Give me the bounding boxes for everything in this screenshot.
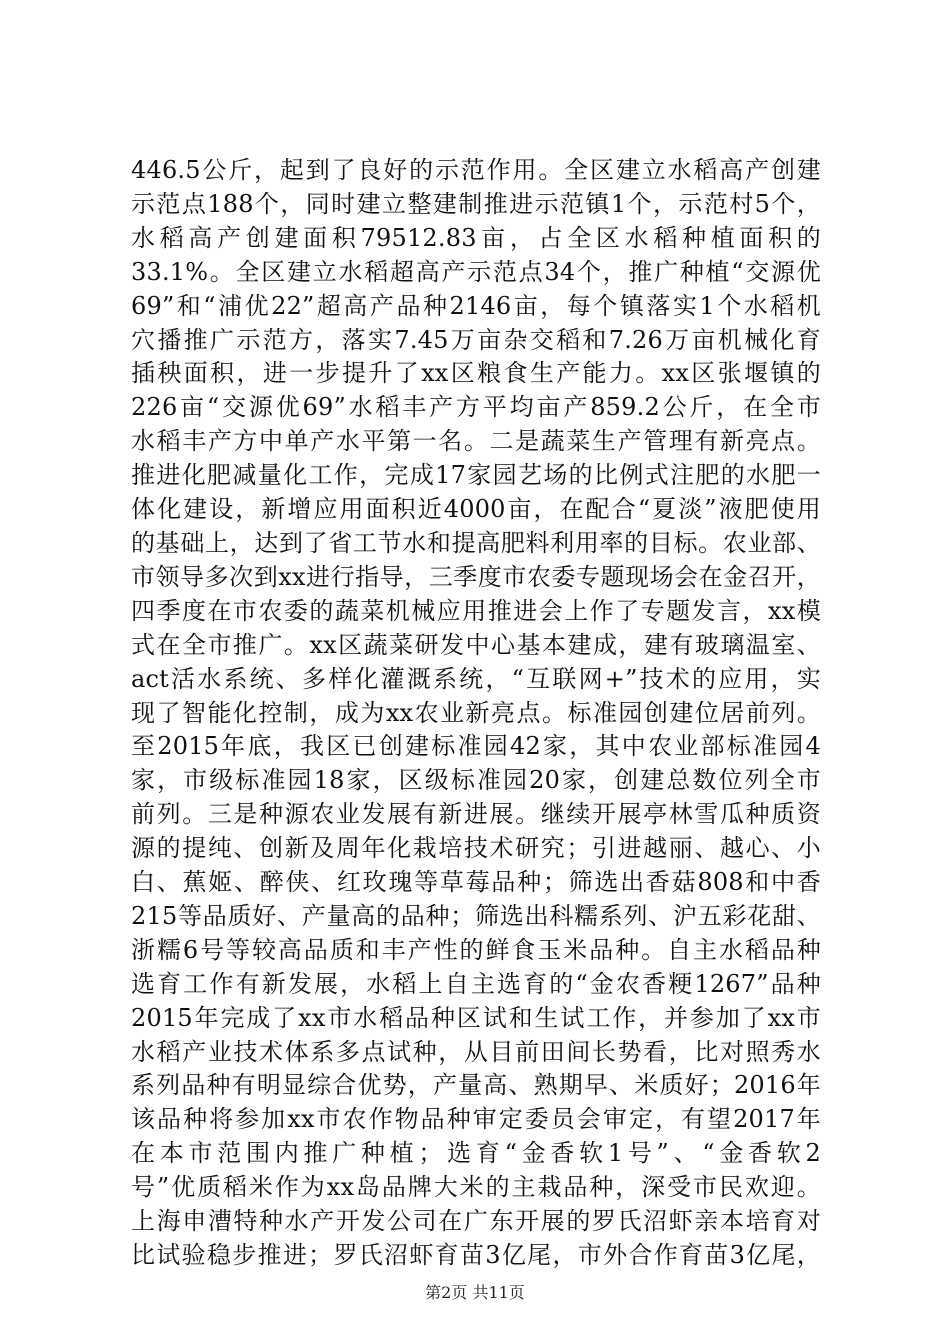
text-line: 该品种将参加xx市农作物品种审定委员会审定，有望2017年 (131, 1105, 821, 1134)
text-line: 白、蕉姬、醉侠、红玫瑰等草莓品种；筛选出香菇808和中香 (131, 868, 821, 897)
text-line: act活水系统、多样化灌溉系统，“互联网+”技术的应用，实 (131, 664, 821, 693)
text-line: 上海申漕特种水产开发公司在广东开展的罗氏沼虾亲本培育对 (131, 1207, 821, 1236)
text-line: 的基础上，达到了省工节水和提高肥料利用率的目标。农业部、 (131, 528, 821, 557)
text-line: 水稻产业技术体系多点试种，从目前田间长势看，比对照秀水 (131, 1037, 821, 1066)
body-paragraph (131, 154, 821, 1273)
text-line: 源的提纯、创新及周年化栽培技术研究；引进越丽、越心、小 (131, 834, 821, 863)
text-line: 446.5公斤，起到了良好的示范作用。全区建立水稻高产创建 (131, 156, 821, 184)
text-line: 比试验稳步推进；罗氏沼虾育苗3亿尾，市外合作育苗3亿尾， (131, 1241, 821, 1269)
text-line: 家，市级标准园18家，区级标准园20家，创建总数位列全市 (131, 766, 821, 795)
text-line: 选育工作有新发展，水稻上自主选育的“金农香粳1267”品种 (131, 969, 821, 998)
page-footer: 第2页 共11页 (425, 1283, 525, 1302)
text-line: 226亩“交源优69”水稻丰产方平均亩产859.2公斤，在全市 (131, 393, 821, 422)
text-line: 号”优质稻米作为xx岛品牌大米的主栽品种，深受市民欢迎。 (131, 1173, 821, 1202)
text-line: 2015年完成了xx市水稻品种区试和生试工作，并参加了xx市 (131, 1003, 821, 1032)
text-line: 至2015年底，我区已创建标准园42家，其中农业部标准园4 (131, 732, 821, 761)
text-line: 市领导多次到xx进行指导，三季度市农委专题现场会在金召开， (131, 562, 821, 591)
text-line: 水稻丰产方中单产水平第一名。二是蔬菜生产管理有新亮点。 (131, 427, 821, 456)
text-line: 示范点188个，同时建立整建制推进示范镇1个，示范村5个， (131, 189, 821, 218)
text-line: 式在全市推广。xx区蔬菜研发中心基本建成，建有玻璃温室、 (131, 630, 821, 659)
text-line: 前列。三是种源农业发展有新进展。继续开展亭林雪瓜种质资 (131, 800, 821, 829)
text-line: 系列品种有明显综合优势，产量高、熟期早、米质好；2016年 (131, 1071, 821, 1100)
text-line: 在本市范围内推广种植；选育“金香软1号”、“金香软2 (131, 1139, 821, 1168)
text-line: 浙糯6号等较高品质和丰产性的鲜食玉米品种。自主水稻品种 (131, 935, 821, 964)
text-line: 33.1%。全区建立水稻超高产示范点34个，推广种植“交源优 (131, 257, 821, 286)
text-line: 现了智能化控制，成为xx农业新亮点。标准园创建位居前列。 (131, 698, 821, 727)
text-line: 插秧面积，进一步提升了xx区粮食生产能力。xx区张堰镇的 (131, 359, 821, 388)
text-line: 215等品质好、产量高的品种；筛选出科糯系列、沪五彩花甜、 (131, 901, 821, 930)
text-line: 穴播推广示范方，落实7.45万亩杂交稻和7.26万亩机械化育 (131, 325, 821, 354)
text-line: 水稻高产创建面积79512.83亩，占全区水稻种植面积的 (131, 223, 821, 252)
text-line: 四季度在市农委的蔬菜机械应用推进会上作了专题发言，xx模 (131, 596, 821, 625)
text-line: 69”和“浦优22”超高产品种2146亩，每个镇落实1个水稻机 (131, 291, 821, 320)
text-line: 体化建设，新增应用面积近4000亩，在配合“夏淡”液肥使用 (131, 495, 821, 524)
text-line: 推进化肥减量化工作，完成17家园艺场的比例式注肥的水肥一 (131, 461, 821, 490)
